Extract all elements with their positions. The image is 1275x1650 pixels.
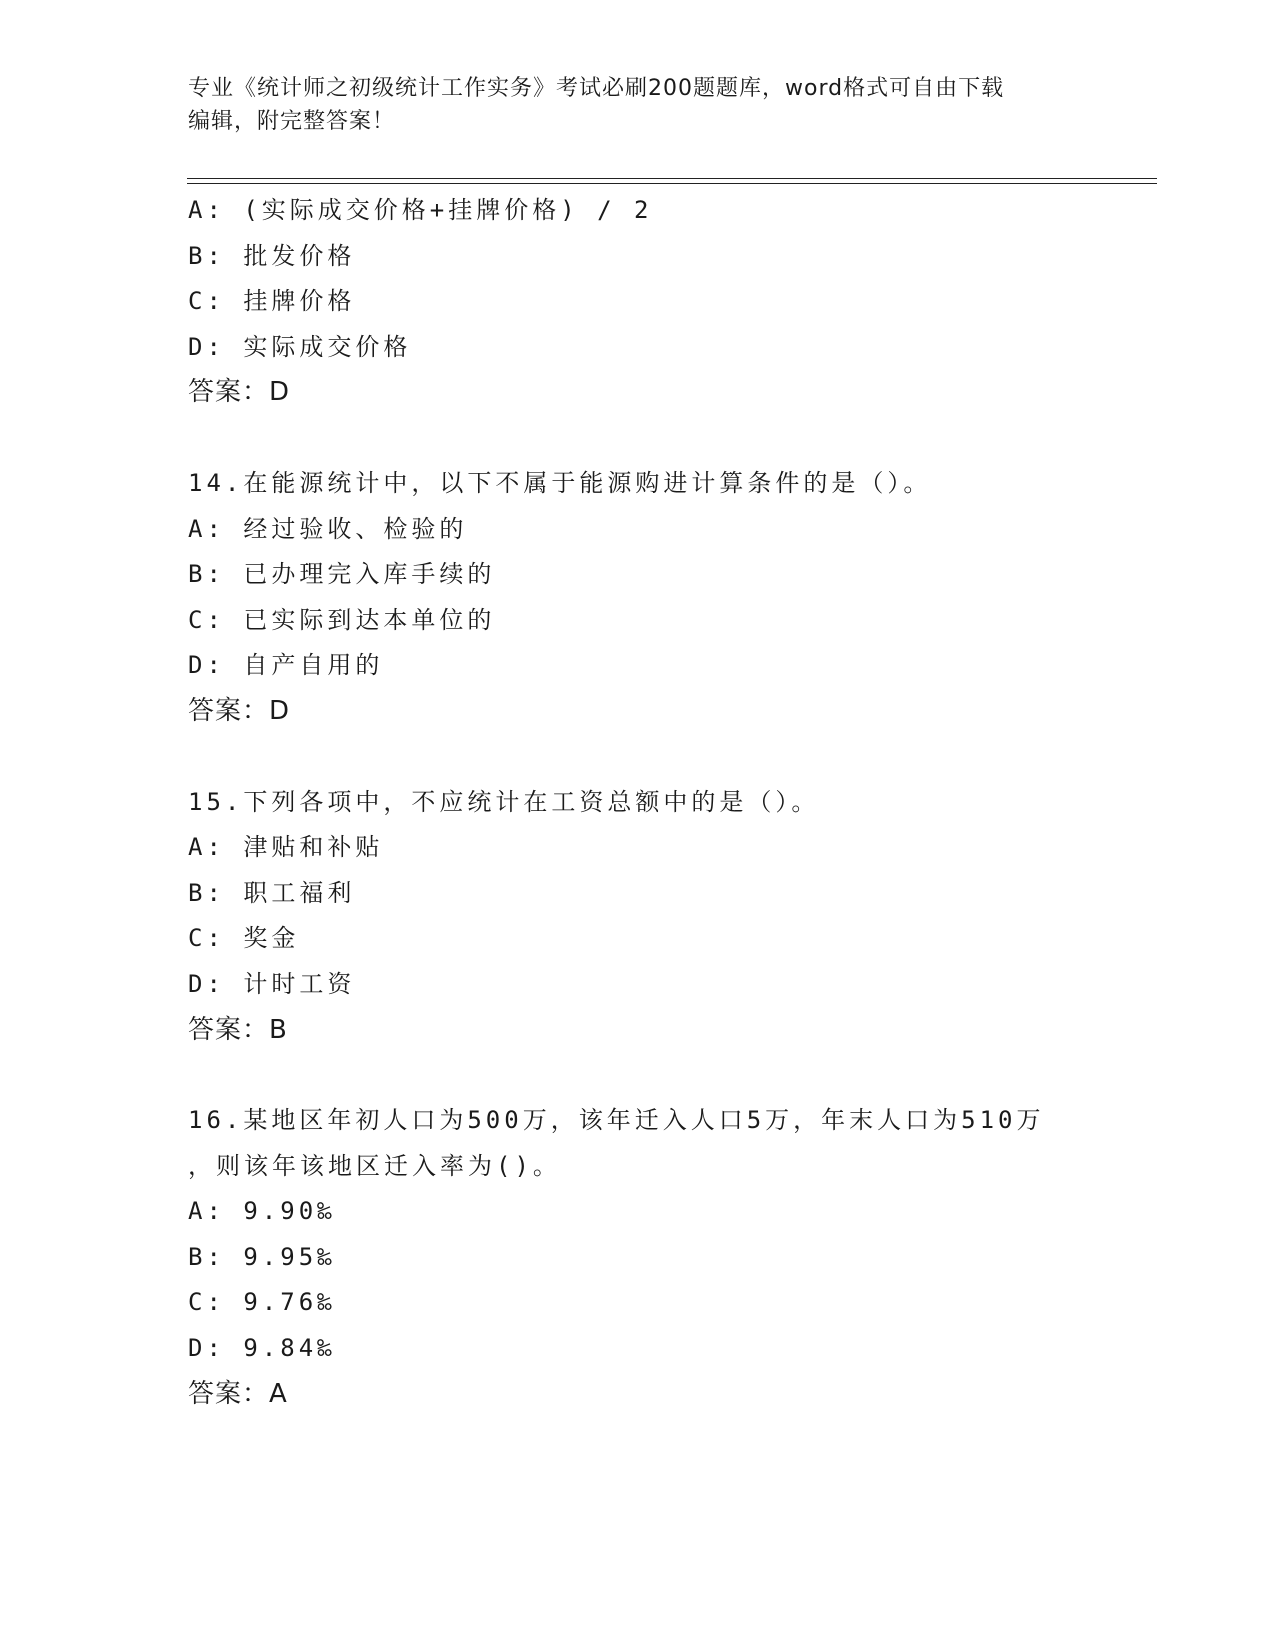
question-text: 14.在能源统计中，以下不属于能源购进计算条件的是（）。	[188, 468, 932, 497]
answer-line: 答案：D	[188, 695, 291, 726]
option-b: B: 已办理完入库手续的	[188, 560, 496, 589]
header-title-line-2: 编辑，附完整答案！	[188, 109, 396, 134]
question-list	[188, 188, 1088, 1417]
question-text-line-2: ，则该年该地区迁入率为()。	[188, 1151, 561, 1180]
option-b: B: 批发价格	[188, 241, 356, 270]
header-divider-bottom	[187, 183, 1157, 184]
option-d: D: 实际成交价格	[188, 332, 412, 361]
question-16-block	[188, 1098, 1088, 1417]
option-c: C: 奖金	[188, 924, 300, 953]
spacer	[188, 416, 1088, 461]
question-14-block	[188, 461, 1088, 735]
question-13-block	[188, 188, 1088, 416]
option-b: B: 职工福利	[188, 878, 356, 907]
option-b: B: 9.95‰	[188, 1242, 336, 1271]
question-text-line-1: 16.某地区年初人口为500万，该年迁入人口5万，年末人口为510万	[188, 1106, 1045, 1135]
option-d: D: 计时工资	[188, 969, 356, 998]
document-header	[188, 72, 1068, 138]
option-c: C: 9.76‰	[188, 1288, 336, 1317]
option-a: A: 9.90‰	[188, 1197, 336, 1226]
answer-line: 答案：A	[188, 1378, 288, 1409]
option-c: C: 挂牌价格	[188, 287, 356, 316]
spacer	[188, 735, 1088, 780]
header-divider-top	[187, 178, 1157, 179]
question-15-block	[188, 780, 1088, 1054]
option-d: D: 自产自用的	[188, 651, 384, 680]
answer-line: 答案：B	[188, 1014, 288, 1045]
spacer	[188, 1053, 1088, 1098]
question-text: 15.下列各项中，不应统计在工资总额中的是（）。	[188, 787, 820, 816]
option-c: C: 已实际到达本单位的	[188, 605, 496, 634]
answer-line: 答案：D	[188, 377, 291, 408]
option-d: D: 9.84‰	[188, 1334, 336, 1363]
option-a: A: (实际成交价格+挂牌价格) / 2	[188, 196, 653, 224]
option-a: A: 经过验收、检验的	[188, 514, 468, 543]
header-title-line-1: 专业《统计师之初级统计工作实务》考试必刷200题题库，word格式可自由下载	[188, 76, 1005, 101]
option-a: A: 津贴和补贴	[188, 833, 384, 862]
